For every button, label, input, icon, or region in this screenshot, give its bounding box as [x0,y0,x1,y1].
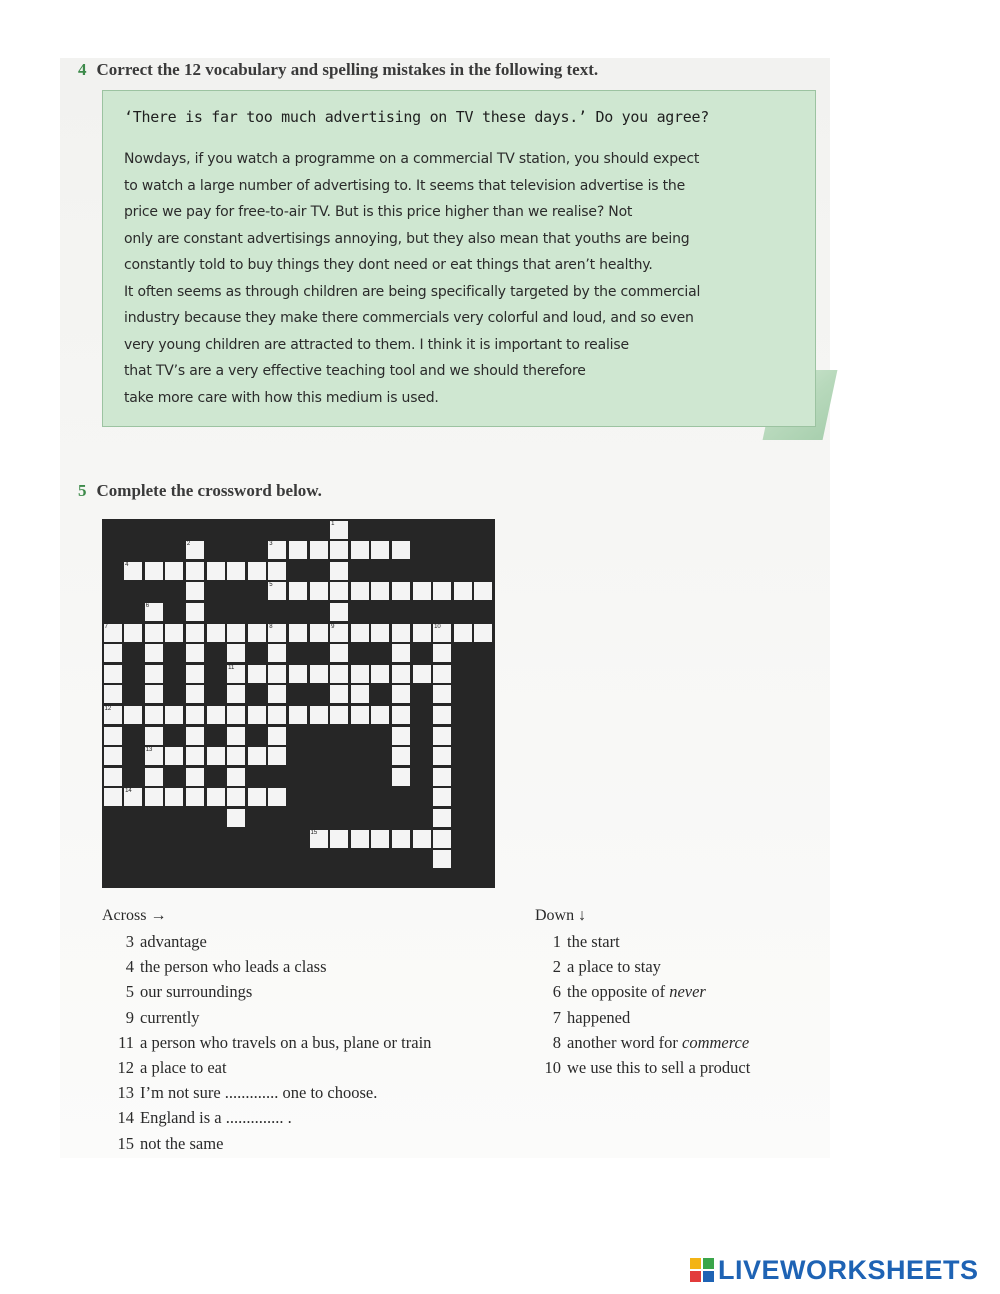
crossword-cell[interactable] [413,624,431,642]
crossword-cell[interactable] [413,582,431,600]
crossword-cell[interactable] [433,768,451,786]
crossword-cell[interactable] [330,644,348,662]
crossword-cell[interactable] [413,665,431,683]
down-clue: 1 the start [552,932,620,951]
crossword-cell[interactable] [433,747,451,765]
crossword-cell[interactable] [248,788,266,806]
crossword-cell[interactable] [227,665,245,683]
crossword-cell[interactable] [392,727,410,745]
down-clues [535,932,750,1083]
crossword-cell[interactable] [330,685,348,703]
across-clue: 14 England is a .............. . [117,1108,292,1128]
crossword-cell[interactable] [124,624,142,642]
crossword-cell[interactable] [207,562,225,580]
crossword-cell[interactable] [392,830,410,848]
across-clue: 15 not the same [117,1133,224,1153]
crossword-cell[interactable] [104,706,122,724]
crossword-cell[interactable] [145,644,163,662]
down-clue: 10 we use this to sell a product [544,1057,751,1077]
crossword-cell[interactable] [351,582,369,600]
crossword-cell[interactable] [433,788,451,806]
exercise-5-instruction: Complete the crossword below. [96,481,322,500]
crossword-cell[interactable] [330,603,348,621]
crossword-clue-number: 7 [104,623,108,630]
down-clue: 2 a place to stay [552,957,661,977]
exercise-5-number: 5 [78,481,87,500]
crossword-cell[interactable] [227,562,245,580]
crossword-cell[interactable] [330,541,348,559]
crossword-cell[interactable] [186,541,204,559]
crossword-cell[interactable] [145,706,163,724]
crossword-cell[interactable] [289,541,307,559]
crossword-cell[interactable] [227,644,245,662]
crossword-cell[interactable] [186,644,204,662]
crossword-cell[interactable] [165,747,183,765]
crossword-cell[interactable] [248,562,266,580]
crossword-cell[interactable] [186,603,204,621]
crossword-cell[interactable] [145,665,163,683]
crossword-cell[interactable] [268,685,286,703]
crossword-cell[interactable] [433,685,451,703]
crossword-clue-number: 5 [269,582,273,589]
crossword-cell[interactable] [268,644,286,662]
crossword-clue-number: 13 [145,747,153,754]
crossword-cell[interactable] [248,665,266,683]
crossword-cell[interactable] [371,541,389,559]
crossword-cell[interactable] [227,624,245,642]
crossword-cell[interactable] [289,706,307,724]
crossword-cell[interactable] [207,706,225,724]
crossword-clue-number: 4 [125,561,129,568]
crossword-cell[interactable] [371,706,389,724]
crossword-cell[interactable] [289,665,307,683]
crossword-cell[interactable] [186,768,204,786]
crossword-cell[interactable] [330,624,348,642]
crossword-cell[interactable] [433,809,451,827]
crossword-cell[interactable] [371,624,389,642]
crossword-cell[interactable] [310,665,328,683]
crossword-cell[interactable] [268,665,286,683]
crossword-cell[interactable] [433,706,451,724]
crossword-cell[interactable] [330,521,348,539]
crossword-cell[interactable] [392,706,410,724]
crossword-cell[interactable] [186,788,204,806]
exercise-5-title [78,481,322,501]
across-clue: 5 our surroundings [125,982,253,1002]
crossword-cell[interactable] [124,562,142,580]
crossword-cell[interactable] [392,582,410,600]
crossword-cell[interactable] [268,706,286,724]
crossword-cell[interactable] [351,830,369,848]
crossword-clue-number: 2 [186,541,191,548]
crossword-cell[interactable] [392,768,410,786]
crossword-cell[interactable] [330,582,348,600]
crossword-cell[interactable] [186,665,204,683]
across-clue: 3 advantage [125,932,207,951]
crossword-cell[interactable] [351,665,369,683]
crossword-cell[interactable] [433,582,451,600]
crossword-cell[interactable] [207,747,225,765]
essay-prompt: ‘There is far too much advertising on TV these days.’ Do you agree? [124,108,709,126]
crossword-cell[interactable] [268,541,286,559]
down-heading: Down ↓ [535,907,587,924]
crossword-clue-number: 1 [331,520,335,527]
crossword-cell[interactable] [330,562,348,580]
crossword-cell[interactable] [145,603,163,621]
liveworksheets-logo-icon [690,1258,714,1282]
crossword-cell[interactable] [104,685,122,703]
crossword-cell[interactable] [227,788,245,806]
crossword-cell[interactable] [227,706,245,724]
crossword-cell[interactable] [474,582,492,600]
crossword-cell[interactable] [124,788,142,806]
crossword-cell[interactable] [433,850,451,868]
crossword-cell[interactable] [454,582,472,600]
crossword-clue-number: 8 [269,623,273,630]
across-clues [102,932,431,1159]
crossword-clue-number: 12 [104,705,112,712]
crossword-cell[interactable] [186,747,204,765]
crossword-cell[interactable] [165,706,183,724]
crossword-cell[interactable] [145,727,163,745]
exercise-4-title [78,60,598,80]
crossword-cell[interactable] [433,727,451,745]
crossword-cell[interactable] [104,788,122,806]
exercise-4-number: 4 [78,60,87,79]
essay-text: Nowdays, if you watch a programme on a commercial TV station, you should expect to watch a large number of advertising to. It seems that television advertise is the price we pay for free-to-air TV. But is this price higher than we realise? Not only are constant advertisings annoying, but they also mean that youths are being constantly told to buy things they dont need or eat things that aren’t healthy. It often seems as through children are being specifically targeted by the commercial industry because they make there commercials very colorful and loud, and so even very young children are attracted to them. I think it is important to realise that TV’s are a very effective teaching tool and we should therefore take more care with how this medium is used. [124,151,701,406]
crossword-cell[interactable] [310,582,328,600]
crossword-cell[interactable] [104,665,122,683]
crossword-cell[interactable] [145,685,163,703]
crossword-cell[interactable] [433,624,451,642]
crossword-cell[interactable] [104,644,122,662]
across-clue: 4 the person who leads a class [125,957,327,977]
crossword-cell[interactable] [104,624,122,642]
crossword-clue-number: 6 [145,602,150,609]
crossword-cell[interactable] [145,747,163,765]
crossword-cell[interactable] [289,582,307,600]
crossword-cell[interactable] [186,624,204,642]
crossword-cell[interactable] [165,788,183,806]
crossword-cell[interactable] [413,830,431,848]
crossword-cell[interactable] [289,624,307,642]
crossword-cell[interactable] [433,665,451,683]
liveworksheets-logo-text: LIVEWORKSHEETS [718,1254,979,1285]
down-clue: 8 another word for commerce [552,1032,750,1052]
crossword-cell[interactable] [227,809,245,827]
crossword-cell[interactable] [227,727,245,745]
crossword-cell[interactable] [351,624,369,642]
crossword-cell[interactable] [104,727,122,745]
crossword-cell[interactable] [433,830,451,848]
crossword-cell[interactable] [268,727,286,745]
crossword-cell[interactable] [165,562,183,580]
crossword-cell[interactable] [186,727,204,745]
crossword-clue-number: 11 [228,664,235,671]
crossword-cell[interactable] [227,747,245,765]
crossword-cell[interactable] [392,747,410,765]
crossword-cell[interactable] [454,624,472,642]
across-clue: 9 currently [125,1007,200,1027]
crossword-cell[interactable] [433,644,451,662]
crossword-cell[interactable] [248,747,266,765]
crossword-cell[interactable] [268,582,286,600]
crossword-cell[interactable] [310,830,328,848]
crossword-grid [102,519,495,888]
crossword-cell[interactable] [371,830,389,848]
crossword-cell[interactable] [186,582,204,600]
crossword-cell[interactable] [330,706,348,724]
down-clue: 6 the opposite of never [552,982,706,1002]
crossword-cell[interactable] [145,788,163,806]
crossword-cell[interactable] [330,665,348,683]
crossword-clue-number: 9 [331,623,335,630]
across-heading: Across → [102,907,167,924]
crossword-cell[interactable] [351,706,369,724]
crossword-cell[interactable] [392,541,410,559]
crossword-clue-number: 14 [125,788,132,795]
crossword-cell[interactable] [145,624,163,642]
down-clue: 7 happened [552,1007,631,1027]
crossword-cell[interactable] [268,562,286,580]
crossword-cell[interactable] [227,768,245,786]
crossword-cell[interactable] [371,665,389,683]
crossword-cell[interactable] [248,706,266,724]
crossword-cell[interactable] [371,582,389,600]
crossword-cell[interactable] [124,706,142,724]
crossword-cell[interactable] [392,665,410,683]
crossword-cell[interactable] [104,768,122,786]
crossword-clue-number: 3 [269,541,273,548]
crossword-cell[interactable] [392,644,410,662]
crossword-cell[interactable] [207,788,225,806]
across-clue: 13 I’m not sure ............. one to choose. [117,1083,378,1103]
crossword-cell[interactable] [165,624,183,642]
crossword-cell[interactable] [248,624,266,642]
across-clue: 11 a person who travels on a bus, plane or train [118,1032,432,1052]
crossword-cell[interactable] [145,768,163,786]
crossword-cell[interactable] [351,685,369,703]
crossword-cell[interactable] [474,624,492,642]
crossword-cell[interactable] [310,624,328,642]
liveworksheets-logo [690,1255,979,1285]
crossword-cell[interactable] [310,541,328,559]
crossword-cell[interactable] [392,624,410,642]
crossword-cell[interactable] [268,624,286,642]
crossword-cell[interactable] [310,706,328,724]
exercise-4-instruction: Correct the 12 vocabulary and spelling mistakes in the following text. [96,60,599,79]
crossword-cell[interactable] [186,562,204,580]
crossword-cell[interactable] [186,706,204,724]
crossword-clue-number: 10 [434,623,441,630]
crossword-cell[interactable] [145,562,163,580]
crossword-cell[interactable] [104,747,122,765]
crossword-cell[interactable] [227,685,245,703]
across-clue: 12 a place to eat [117,1057,227,1077]
crossword-cell[interactable] [268,747,286,765]
crossword-cell[interactable] [351,541,369,559]
crossword-cell[interactable] [268,788,286,806]
crossword-clue-number: 15 [310,829,318,836]
crossword-cell[interactable] [186,685,204,703]
crossword-cell[interactable] [207,624,225,642]
crossword-cell[interactable] [392,685,410,703]
crossword-cell[interactable] [330,830,348,848]
